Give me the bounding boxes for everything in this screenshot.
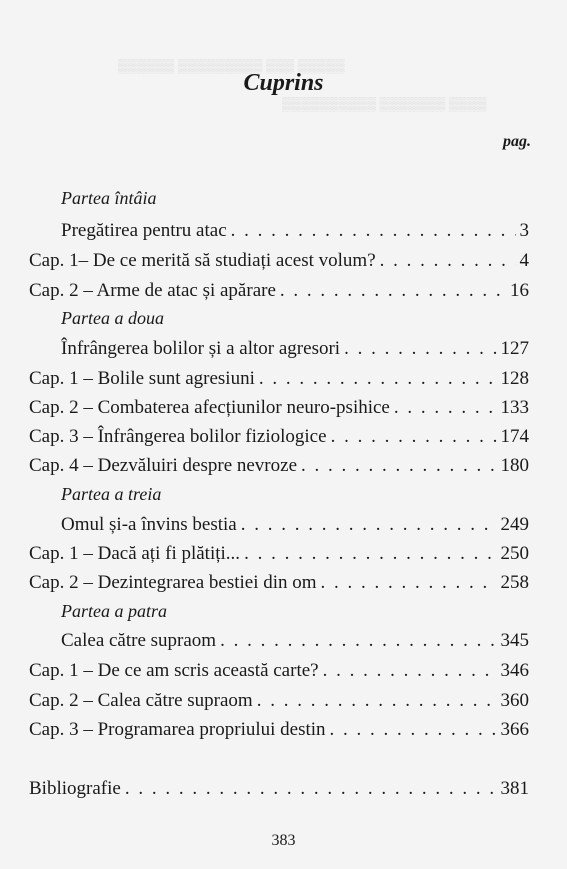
toc-entry [29, 280, 529, 304]
toc-entry [29, 455, 529, 479]
dot-leader [220, 630, 496, 652]
toc-entry-label: Cap. 2 – Arme de atac și apărare [29, 280, 276, 301]
dot-leader [241, 514, 497, 536]
toc-entry [61, 630, 529, 654]
part-heading: Partea a doua [61, 308, 164, 328]
toc-entry-page: 127 [500, 338, 529, 359]
bleed-through-text: ▒▒▒▒▒▒ ▒▒▒▒▒▒▒▒▒ ▒▒▒ ▒▒▒▒▒ [118, 58, 345, 73]
toc-entry-label: Omul și-a învins bestia [61, 514, 237, 535]
toc-entry-label: Cap. 1 – Bolile sunt agresiuni [29, 368, 255, 389]
part-heading: Partea a treia [61, 484, 162, 504]
toc-entry [29, 250, 529, 274]
dot-leader [257, 690, 497, 712]
toc-entry-page: 174 [500, 426, 529, 447]
toc-title: Cuprins [243, 70, 324, 96]
toc-entry-label: Cap. 2 – Dezintegrarea bestiei din om [29, 572, 317, 593]
toc-entry-label: Cap. 1 – De ce am scris această carte? [29, 660, 319, 681]
toc-entry [61, 514, 529, 538]
toc-entry-label: Calea către supraom [61, 630, 217, 651]
toc-entry-label: Cap. 2 – Calea către supraom [29, 690, 253, 711]
toc-entry [29, 690, 529, 714]
dot-leader [280, 280, 506, 302]
bleed-through-text: ▒▒▒▒▒▒▒▒▒▒ ▒▒▒▒▒▒▒ ▒▒▒▒ [282, 96, 487, 111]
toc-entry-page: 366 [500, 719, 529, 740]
part-heading: Partea întâia [61, 188, 157, 208]
toc-entry-label: Cap. 3 – Înfrângerea bolilor fiziologice [29, 426, 327, 447]
toc-entry-label: Cap. 1 – Dacă ați fi plătiți... [29, 543, 241, 564]
toc-entry [29, 719, 529, 743]
toc-entry [29, 543, 529, 567]
page-number: 383 [271, 832, 296, 849]
dot-leader [259, 368, 497, 390]
toc-entry [29, 660, 529, 684]
toc-entry [61, 220, 529, 244]
part-heading: Partea a patra [61, 601, 167, 621]
toc-entry-page: 250 [500, 543, 529, 564]
toc-entry-page: 345 [500, 630, 529, 651]
toc-entry [29, 397, 529, 421]
dot-leader [331, 426, 497, 448]
dot-leader [231, 220, 516, 242]
dot-leader [125, 778, 497, 800]
toc-entry-page: 346 [500, 660, 529, 681]
toc-entry-page: 133 [500, 397, 529, 418]
toc-entry [29, 778, 529, 802]
toc-entry [61, 338, 529, 362]
toc-entry-page: 128 [500, 368, 529, 389]
dot-leader [301, 455, 496, 477]
toc-entry-label: Bibliografie [29, 778, 121, 799]
dot-leader [344, 338, 496, 360]
toc-entry-page: 258 [500, 572, 529, 593]
dot-leader [380, 250, 516, 272]
toc-entry-label: Pregătirea pentru atac [61, 220, 227, 241]
toc-entry-label: Cap. 3 – Programarea propriului destin [29, 719, 326, 740]
dot-leader [394, 397, 497, 419]
toc-entry-page: 16 [510, 280, 529, 301]
dot-leader [244, 543, 496, 565]
toc-entry-label: Înfrângerea bolilor și a altor agresori [61, 338, 341, 359]
toc-entry-page: 360 [500, 690, 529, 711]
dot-leader [330, 719, 497, 741]
toc-entry [29, 572, 529, 596]
dot-leader [323, 660, 497, 682]
toc-entry-page: 3 [519, 220, 529, 241]
dot-leader [321, 572, 497, 594]
toc-entry-page: 249 [500, 514, 529, 535]
toc-entry-label: Cap. 1– De ce merită să studiați acest volum? [29, 250, 376, 271]
toc-entry-page: 4 [519, 250, 529, 271]
toc-entry-page: 381 [500, 778, 529, 799]
toc-entry-page: 180 [500, 455, 529, 476]
page-column-label: pag. [503, 133, 531, 150]
toc-entry-label: Cap. 2 – Combaterea afecțiunilor neuro-psihice [29, 397, 390, 418]
toc-entry [29, 368, 529, 392]
toc-entry-label: Cap. 4 – Dezvăluiri despre nevroze [29, 455, 298, 476]
toc-entry [29, 426, 529, 450]
